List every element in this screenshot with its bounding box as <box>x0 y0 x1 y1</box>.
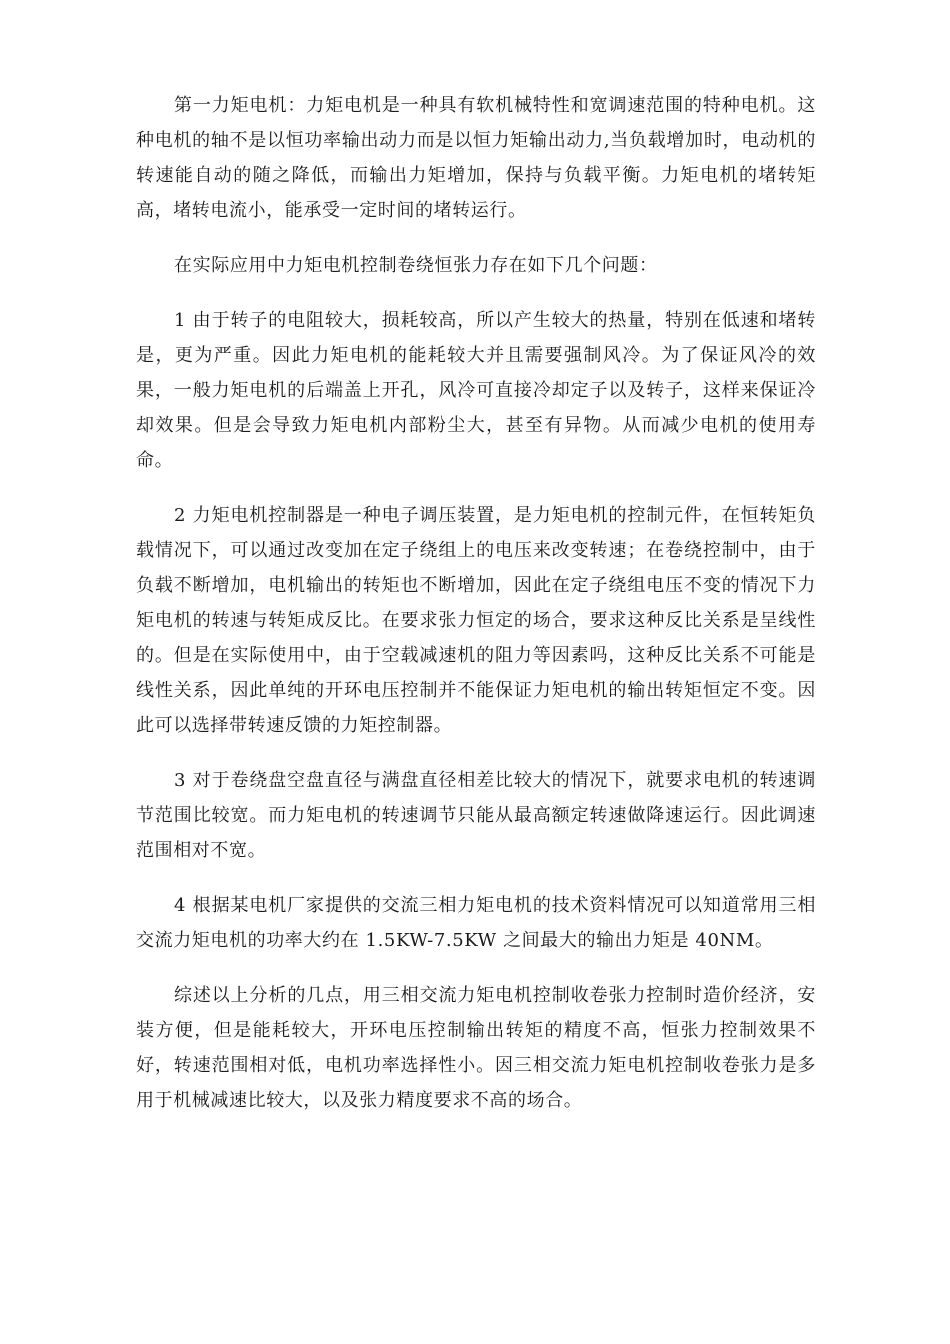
paragraph-problem-1: 1 由于转子的电阻较大，损耗较高，所以产生较大的热量，特别在低速和堵转是，更为严重。因此力矩电机的能耗较大并且需要强制风冷。为了保证风冷的效果，一般力矩电机的后端盖上开孔，风冷可直接冷却定子以及转子，这样来保证冷却效果。但是会导致力矩电机内部粉尘大，甚至有异物。从而减少电机的使用寿命。 <box>136 310 816 471</box>
paragraph-problem-2: 2 力矩电机控制器是一种电子调压装置，是力矩电机的控制元件，在恒转矩负载情况下，可以通过改变加在定子绕组上的电压来改变转速；在卷绕控制中，由于负载不断增加，电机输出的转矩也不断增加，因此在定子绕组电压不变的情况下力矩电机的转速与转矩成反比。在要求张力恒定的场合，要求这种反比关系是呈线性的。但是在实际使用中，由于空载减速机的阻力等因素吗，这种反比关系不可能是线性关系，因此单纯的开环电压控制并不能保证力矩电机的输出转矩恒定不变。因此可以选择带转速反馈的力矩控制器。 <box>136 505 816 736</box>
paragraph-summary: 综述以上分析的几点，用三相交流力矩电机控制收卷张力控制时造价经济，安装方便，但是能耗较大，开环电压控制输出转矩的精度不高，恒张力控制效果不好，转速范围相对低，电机功率选择性小。因三相交流力矩电机控制收卷张力是多用于机械减速比较大，以及张力精度要求不高的场合。 <box>136 985 816 1111</box>
document-body <box>136 88 816 1138</box>
paragraph-problems-heading: 在实际应用中力矩电机控制卷绕恒张力存在如下几个问题： <box>174 255 658 276</box>
paragraph-problem-4: 4 根据某电机厂家提供的交流三相力矩电机的技术资料情况可以知道常用三相交流力矩电机的功率大约在 1.5KW-7.5KW 之间最大的输出力矩是 40NM。 <box>136 895 816 951</box>
paragraph-intro: 第一力矩电机：力矩电机是一种具有软机械特性和宽调速范围的特种电机。这种电机的轴不是以恒功率输出动力而是以恒力矩输出动力,当负载增加时，电动机的转速能自动的随之降低，而输出力矩增加，保持与负载平衡。力矩电机的堵转矩高，堵转电流小，能承受一定时间的堵转运行。 <box>136 95 816 221</box>
paragraph-problem-3: 3 对于卷绕盘空盘直径与满盘直径相差比较大的情况下，就要求电机的转速调节范围比较宽。而力矩电机的转速调节只能从最高额定转速做降速运行。因此调速范围相对不宽。 <box>136 770 816 861</box>
